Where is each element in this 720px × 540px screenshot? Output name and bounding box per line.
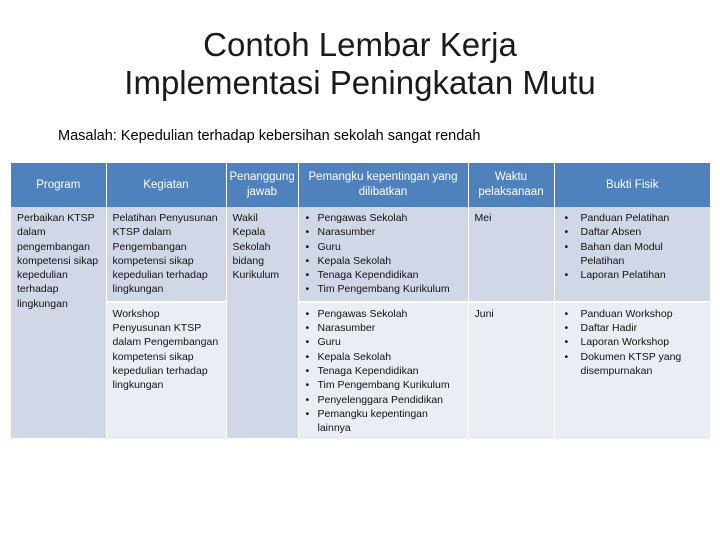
kegiatan-cell: Workshop Penyusunan KTSP dalam Pengembangan kompetensi sikap kepedulian terhadap lingkungan xyxy=(106,302,226,440)
slide-title-line-2: Implementasi Peningkatan Mutu xyxy=(124,64,596,101)
list-item: • Laporan Pelatihan xyxy=(581,268,706,282)
list-item: • Pemangku kepentingan lainnya xyxy=(318,407,463,436)
list-item: • Tim Pengembang Kurikulum xyxy=(318,378,463,392)
waktu-cell: Juni xyxy=(468,302,554,440)
list-item: • Panduan Pelatihan xyxy=(581,211,706,225)
slide-title xyxy=(0,26,720,102)
pemangku-cell xyxy=(298,302,468,440)
penanggung-jawab-cell: Wakil Kepala Sekolah bidang Kurikulum xyxy=(226,207,298,439)
list-item: • Pengawas Sekolah xyxy=(318,211,463,225)
list-item: • Panduan Workshop xyxy=(581,307,706,321)
table-row xyxy=(11,302,710,440)
header-pemangku-kepentingan: Pemangku kepentingan yang dilibatkan xyxy=(298,163,468,207)
problem-statement: Masalah: Kepedulian terhadap kebersihan sekolah sangat rendah xyxy=(58,128,481,144)
list-item: • Tenaga Kependidikan xyxy=(318,268,463,282)
header-kegiatan: Kegiatan xyxy=(106,163,226,207)
list-item: • Narasumber xyxy=(318,225,463,239)
pemangku-list xyxy=(305,307,463,436)
bukti-fisik-cell xyxy=(554,207,710,302)
list-item: • Daftar Absen xyxy=(581,225,706,239)
list-item: • Guru xyxy=(318,240,463,254)
list-item: • Tim Pengembang Kurikulum xyxy=(318,282,463,296)
header-program: Program xyxy=(11,163,106,207)
list-item: • Penyelenggara Pendidikan xyxy=(318,393,463,407)
table-header-row xyxy=(11,163,710,207)
list-item: • Laporan Workshop xyxy=(581,335,706,349)
list-item: • Pengawas Sekolah xyxy=(318,307,463,321)
header-penanggung-jawab: Penanggung jawab xyxy=(226,163,298,207)
program-cell: Perbaikan KTSP dalam pengembangan kompetensi sikap kepedulian terhadap lingkungan xyxy=(11,207,106,439)
list-item: • Kepala Sekolah xyxy=(318,254,463,268)
list-item: • Guru xyxy=(318,335,463,349)
table-row xyxy=(11,207,710,302)
slide-title-line-1: Contoh Lembar Kerja xyxy=(203,26,517,63)
pemangku-cell xyxy=(298,207,468,302)
waktu-cell: Mei xyxy=(468,207,554,302)
worksheet-table xyxy=(11,163,710,440)
kegiatan-cell: Pelatihan Penyusunan KTSP dalam Pengembangan kompetensi sikap kepedulian terhadap lingkungan xyxy=(106,207,226,302)
bukti-fisik-cell xyxy=(554,302,710,440)
header-waktu-pelaksanaan: Waktu pelaksanaan xyxy=(468,163,554,207)
list-item: • Narasumber xyxy=(318,321,463,335)
bukti-list xyxy=(561,211,706,282)
list-item: • Bahan dan Modul Pelatihan xyxy=(581,240,706,269)
list-item: • Daftar Hadir xyxy=(581,321,706,335)
list-item: • Kepala Sekolah xyxy=(318,350,463,364)
pemangku-list xyxy=(305,211,463,297)
header-bukti-fisik: Bukti Fisik xyxy=(554,163,710,207)
list-item: • Dokumen KTSP yang disempurnakan xyxy=(581,350,706,379)
bukti-list xyxy=(561,307,706,378)
list-item: • Tenaga Kependidikan xyxy=(318,364,463,378)
